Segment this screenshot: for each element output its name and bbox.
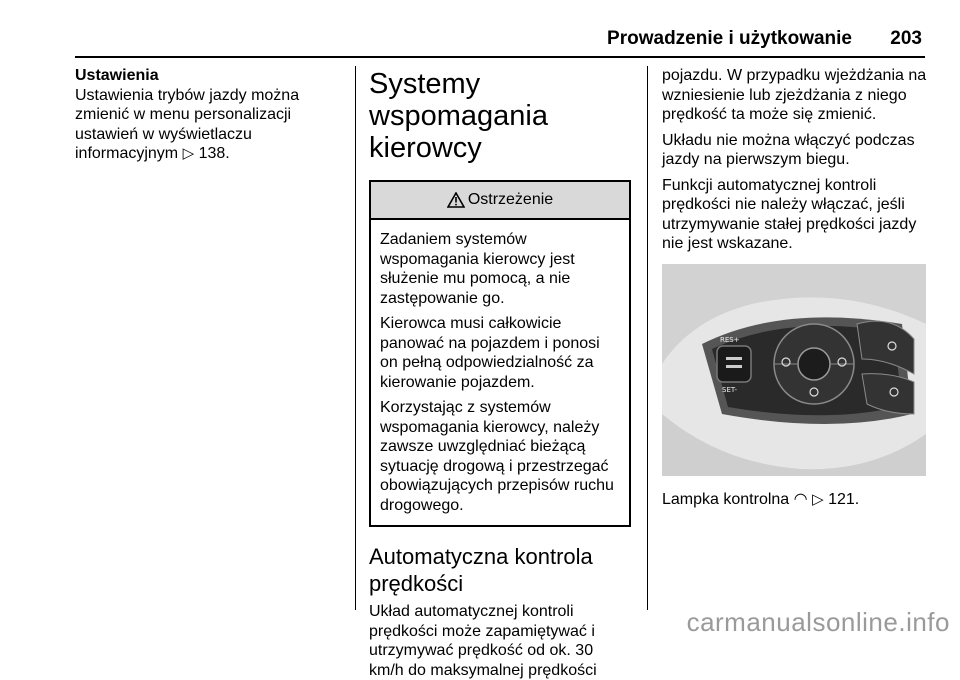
- page-number: 203: [890, 28, 922, 49]
- caption-text: Lampka kontrolna: [662, 490, 790, 508]
- page-header-title: Prowadzenie i użytkowanie: [607, 28, 852, 49]
- body-paragraph: pojazdu. W przypadku wjeżdżania na wzniesienie lub zjeżdżania z niego prędkość ta może się zmienić.: [662, 67, 927, 123]
- warning-paragraph: Zadaniem systemów wspomagania kierowcy jest służenie mu pomocą, a nie zastępowanie go.: [380, 231, 575, 307]
- warning-header: [371, 182, 629, 220]
- header-rule: [75, 56, 925, 58]
- res-label: RES+: [720, 335, 740, 344]
- steering-wheel-controls-photo: [662, 264, 926, 476]
- reference-arrow-icon: ▷: [812, 490, 824, 508]
- warning-body: [371, 220, 629, 525]
- res-set-rocker: [717, 346, 751, 382]
- set-label: SET-: [722, 385, 738, 394]
- settings-heading: Ustawienia: [75, 67, 159, 84]
- column-divider-2: [647, 66, 648, 610]
- settings-body: Ustawienia trybów jazdy można zmienić w menu personalizacji ustawień w wyświetlaczu informacyjnym: [75, 86, 300, 162]
- section-title: Systemy wspomagania kierowcy: [369, 68, 548, 164]
- reference-arrow-icon: ▷: [182, 145, 195, 162]
- warning-box: [369, 180, 631, 527]
- right-column: [662, 66, 927, 509]
- middle-column: [369, 66, 631, 680]
- body-paragraph: Układu nie można włączyć podczas jazdy na pierwszym biegu.: [662, 131, 915, 168]
- caption-page-ref[interactable]: 121.: [828, 490, 860, 508]
- warning-triangle-icon: [447, 192, 465, 208]
- subsection-text: Układ automatycznej kontroli prędkości może zapamiętywać i utrzymywać prędkość od ok. 30 km/h do maksymalnej prędkości: [369, 603, 597, 679]
- body-paragraph: Funkcji automatycznej kontroli prędkości nie należy włączać, jeśli utrzymywanie stałej prędkości jazdy nie jest wskazane.: [662, 176, 917, 252]
- cruise-control-indicator-icon: ◠: [793, 490, 808, 508]
- watermark: carmanualsonline.info: [686, 607, 950, 637]
- center-button: [798, 348, 830, 380]
- subsection-title: Automatyczna kontrola prędkości: [369, 544, 593, 596]
- settings-page-ref[interactable]: 138.: [198, 145, 230, 162]
- warning-paragraph: Kierowca musi całkowicie panować na pojazdem i ponosi on pełną odpowiedzialność za kierowanie pojazdem.: [380, 315, 600, 391]
- settings-text: [75, 86, 347, 164]
- warning-title: Ostrzeżenie: [467, 191, 554, 209]
- left-column: [75, 66, 347, 164]
- column-divider-1: [355, 66, 356, 610]
- warning-paragraph: Korzystając z systemów wspomagania kierowcy, należy zawsze uwzględniać bieżącą sytuację drogową i przestrzegać obowiązujących przepisów ruchu drogowego.: [380, 399, 614, 514]
- photo-caption: [662, 490, 927, 510]
